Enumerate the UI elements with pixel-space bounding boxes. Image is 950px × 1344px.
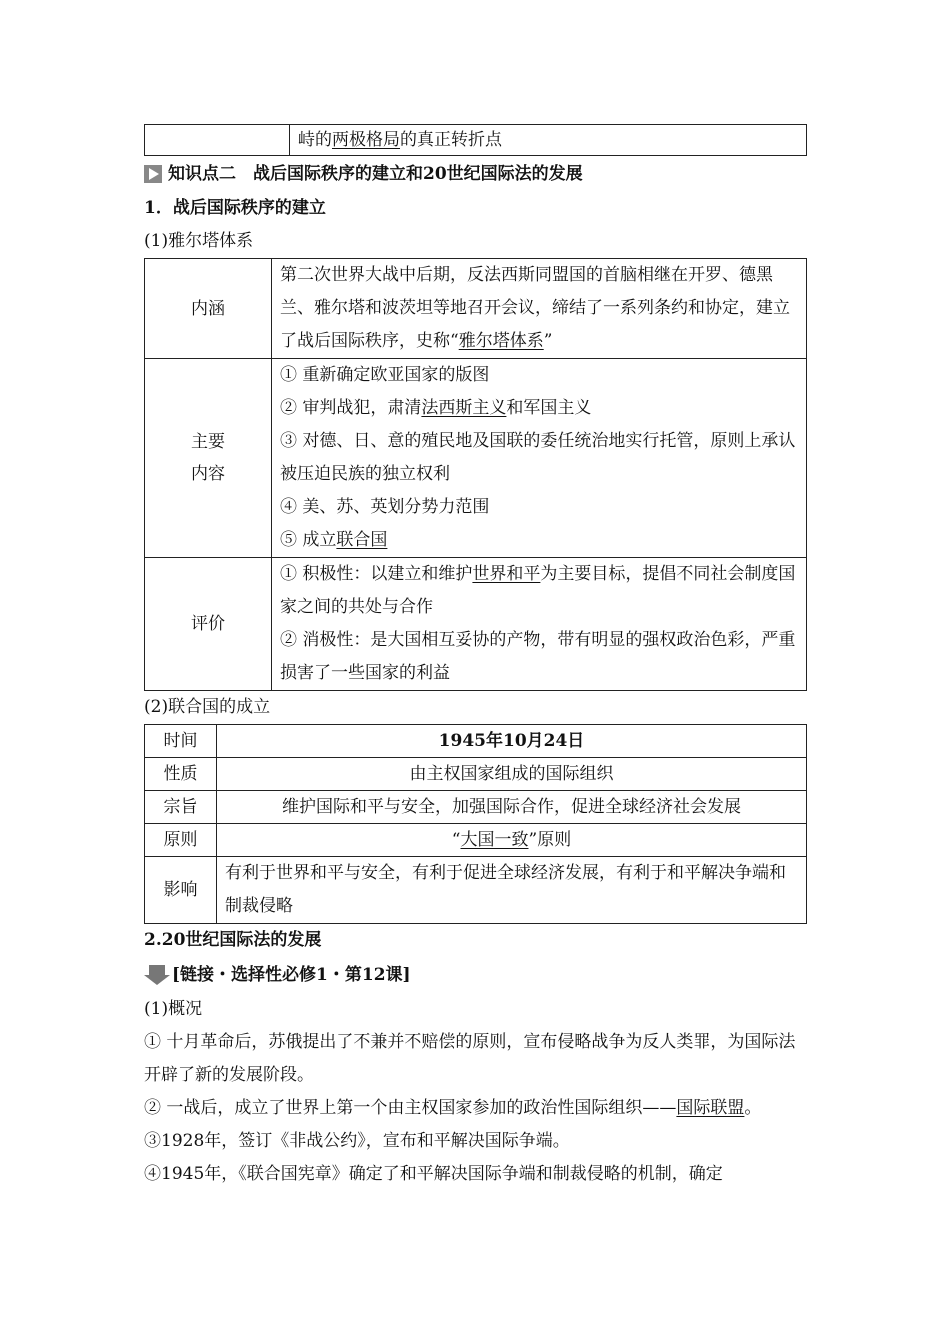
underlined-term: 法西斯主义: [421, 398, 507, 418]
impact-value: 有利于世界和平与安全，有利于促进全球经济发展，有利于和平解决争端和制裁侵略: [217, 857, 807, 924]
continued-right-cell: [290, 125, 807, 156]
content-list: [272, 359, 807, 558]
underlined-term: 国际联盟: [676, 1098, 745, 1118]
label-line: 主要: [191, 432, 225, 452]
time-value: 1945年10月24日: [217, 725, 807, 758]
subheading-2: 2.20世纪国际法的发展: [144, 930, 322, 950]
un-table: [144, 724, 807, 924]
text: ”原则: [528, 830, 572, 850]
text: 。: [744, 1098, 762, 1118]
paragraph-2: [144, 1092, 807, 1125]
neihan-label: 内涵: [145, 259, 272, 359]
underlined-term: 联合国: [336, 530, 388, 550]
text: 和军国主义: [506, 398, 592, 418]
text: 的真正转折点: [400, 130, 502, 150]
table-row: [145, 558, 807, 691]
principle-label: 原则: [145, 824, 217, 857]
purpose-value: 维护国际和平与安全，加强国际合作，促进全球经济社会发展: [217, 791, 807, 824]
subheading-un: (2)联合国的成立: [144, 697, 271, 717]
link-row: [144, 957, 807, 993]
text: 峙的: [298, 130, 332, 150]
underlined-term: 雅尔塔体系: [458, 331, 544, 351]
table-row: [145, 725, 807, 758]
yalta-table: [144, 258, 807, 691]
list-item: ② 消极性：是大国相互妥协的产物，带有明显的强权政治色彩，严重损害了一些国家的利益: [280, 630, 796, 683]
subheading-1: 1．战后国际秩序的建立: [144, 198, 326, 218]
section-heading: [144, 156, 807, 192]
table-row: [145, 824, 807, 857]
section-heading-text: 知识点二 战后国际秩序的建立和20世纪国际法的发展: [168, 164, 583, 184]
text: ① 积极性：以建立和维护: [280, 564, 473, 584]
table-row: [145, 857, 807, 924]
link-text: [链接・选择性必修1・第12课]: [172, 965, 411, 985]
principle-value: [217, 824, 807, 857]
down-arrow-icon: [144, 965, 170, 985]
table-row: [145, 259, 807, 359]
text: 为主要目标，提倡不同社会制度国家之间的共处与合作: [280, 564, 796, 617]
text: ”: [543, 331, 553, 351]
list-item: ① 重新确定欧亚国家的版图: [280, 365, 490, 385]
paragraph-3: ③1928年，签订《非战公约》，宣布和平解决国际争端。: [144, 1131, 570, 1151]
continued-left-cell: [145, 125, 290, 156]
list-item: [280, 558, 798, 624]
impact-label: 影响: [145, 857, 217, 924]
underlined-term: 两极格局: [332, 130, 400, 150]
paragraph-4: ④1945年，《联合国宪章》确定了和平解决国际争端和制裁侵略的机制，确定: [144, 1164, 723, 1184]
table-row: [145, 791, 807, 824]
list-item: [280, 524, 798, 557]
table-row: [145, 758, 807, 791]
eval-label: 评价: [145, 558, 272, 691]
text: 第二次世界大战中后期，反法西斯同盟国的首脑相继在开罗、德黑兰、雅尔塔和波茨坦等地召开会议，缔结了一系列条约和协定，建立了战后国际秩序，史称“: [280, 265, 790, 351]
list-item: ③ 对德、日、意的殖民地及国联的委任统治地实行托管，原则上承认被压迫民族的独立权利: [280, 431, 796, 484]
play-icon: [144, 165, 162, 183]
underlined-term: 世界和平: [472, 564, 541, 584]
nature-value: 由主权国家组成的国际组织: [217, 758, 807, 791]
neihan-text: [272, 259, 807, 359]
list-item: ④ 美、苏、英划分势力范围: [280, 497, 490, 517]
time-label: 时间: [145, 725, 217, 758]
text: ② 一战后，成立了世界上第一个由主权国家参加的政治性国际组织——: [144, 1098, 677, 1118]
list-item: [280, 392, 798, 425]
paragraph-1: ① 十月革命后，苏俄提出了不兼并不赔偿的原则，宣布侵略战争为反人类罪，为国际法开辟了新的发展阶段。: [144, 1032, 796, 1085]
underlined-term: 大国一致: [460, 830, 529, 850]
overview-heading: (1)概况: [144, 999, 203, 1019]
text: “: [451, 830, 461, 850]
table-row: [145, 359, 807, 558]
purpose-label: 宗旨: [145, 791, 217, 824]
text: ⑤ 成立: [280, 530, 337, 550]
nature-label: 性质: [145, 758, 217, 791]
subheading-yalta: (1)雅尔塔体系: [144, 231, 254, 251]
label-line: 内容: [191, 464, 225, 484]
eval-list: [272, 558, 807, 691]
content-label: [145, 359, 272, 558]
document-page: [144, 124, 807, 1191]
text: ② 审判战犯，肃清: [280, 398, 422, 418]
continued-table: [144, 124, 807, 156]
